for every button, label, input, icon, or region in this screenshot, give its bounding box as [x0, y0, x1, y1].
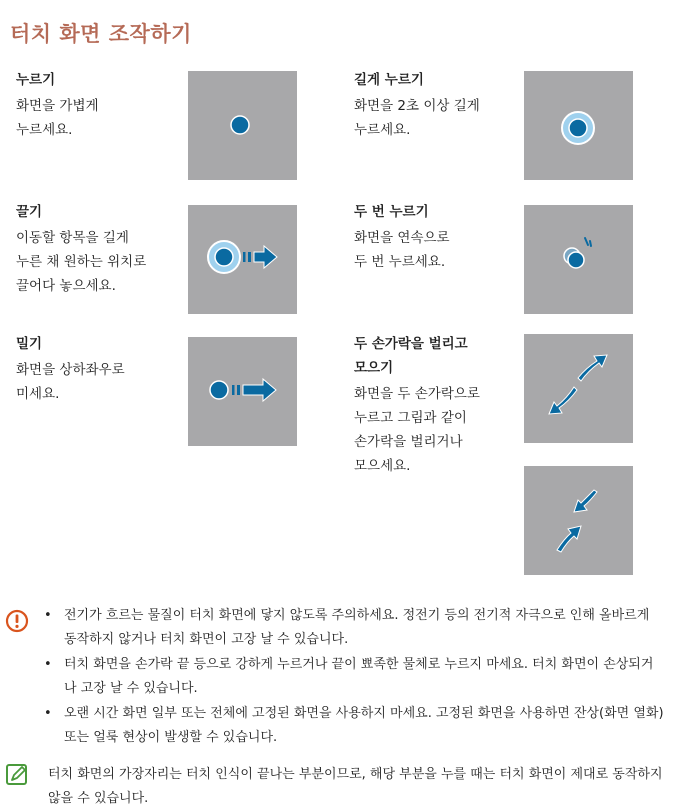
bullet: •	[44, 608, 52, 623]
pinch-illustration	[524, 466, 633, 575]
gesture-desc: 화면을 두 손가락으로 누르고 그림과 같이 손가락을 벌리거나 모으세요.	[354, 386, 480, 474]
gesture-name: 길게 누르기	[354, 72, 424, 88]
gesture-name: 끌기	[16, 204, 43, 220]
gesture-desc: 화면을 상하좌우로 미세요.	[16, 362, 125, 402]
long-press-illustration	[524, 71, 633, 180]
spread-illustration	[524, 334, 633, 443]
caution-item: • 터치 화면을 손가락 끝 등으로 강하게 누르거나 끝이 뾰족한 물체로 누르지 마세요. 터치 화면이 손상되거나 고장 날 수 있습니다.	[44, 653, 664, 701]
bullet: •	[44, 706, 52, 721]
drag-illustration	[188, 205, 297, 314]
caution-list	[44, 604, 664, 751]
gesture-name: 밀기	[16, 336, 43, 352]
caution-item: • 오랜 시간 화면 일부 또는 전체에 고정된 화면을 사용하지 마세요. 고정된 화면을 사용하면 잔상(화면 열화) 또는 얼룩 현상이 발생할 수 있습니다.	[44, 702, 664, 750]
bullet: •	[44, 657, 52, 672]
gesture-drag	[16, 200, 186, 298]
gesture-tap	[16, 68, 176, 142]
gesture-desc: 화면을 가볍게 누르세요.	[16, 98, 99, 138]
gesture-desc: 화면을 연속으로 두 번 누르세요.	[354, 230, 450, 270]
swipe-illustration	[188, 337, 297, 446]
caution-item: • 전기가 흐르는 물질이 터치 화면에 닿지 않도록 주의하세요. 정전기 등의 전기적 자극으로 인해 올바르게 동작하지 않거나 터치 화면이 고장 날 수 있습니다.	[44, 604, 664, 652]
double-tap-illustration	[524, 205, 633, 314]
tap-illustration	[188, 71, 297, 180]
gesture-desc: 이동할 항목을 길게 누른 채 원하는 위치로 끌어다 놓으세요.	[16, 230, 147, 294]
gesture-spread-pinch	[354, 332, 524, 478]
gesture-name: 누르기	[16, 72, 56, 88]
gesture-double-tap	[354, 200, 514, 274]
gesture-desc: 화면을 2초 이상 길게 누르세요.	[354, 98, 480, 138]
gesture-name: 두 번 누르기	[354, 204, 429, 220]
note-icon	[5, 763, 29, 787]
note-text: 터치 화면의 가장자리는 터치 인식이 끝나는 부분이므로, 해당 부분을 누를 때는 터치 화면이 제대로 동작하지 않을 수 있습니다.	[48, 767, 663, 806]
gesture-long-press	[354, 68, 514, 142]
gesture-swipe	[16, 332, 176, 406]
page-title: 터치 화면 조작하기	[10, 22, 192, 46]
gesture-name: 두 손가락을 벌리고 모으기	[354, 336, 468, 376]
caution-icon	[5, 609, 29, 633]
